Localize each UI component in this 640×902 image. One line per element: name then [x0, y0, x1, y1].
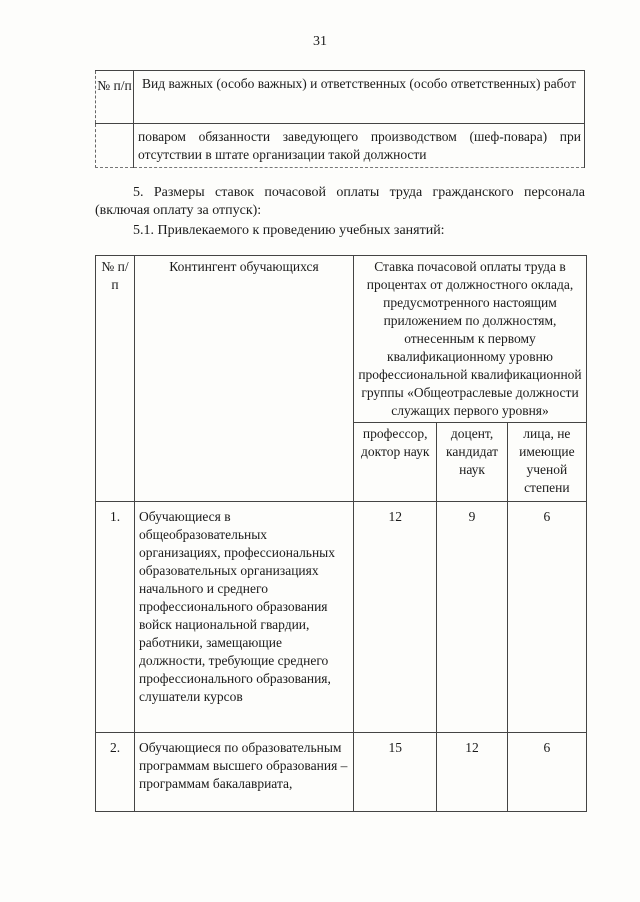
row-number-cell: 1. — [96, 502, 135, 733]
contingent-line: программам бакалавриата, — [139, 776, 293, 791]
header-works-cell: Вид важных (особо важных) и ответственных (особо ответственных) работ — [134, 71, 585, 124]
rate-docent-cell: 9 — [437, 502, 507, 733]
contingent-line: образовательным программам — [139, 740, 342, 773]
contingent-line: образования, слушатели курсов — [139, 671, 331, 704]
contingent-line: Обучающиеся — [139, 509, 221, 524]
rate-no-degree-cell: 6 — [507, 733, 586, 812]
rate-docent-cell: 12 — [437, 733, 507, 812]
header-contingent-cell: Контингент обучающихся — [135, 256, 354, 502]
header-rate-cell: Ставка почасовой оплаты труда в процентах от должностного оклада, предусмотренного настоящим приложением по должностям, отнесенным к первому квалификационному уровню профессиональной квалификационной группы «Общеотраслевые должности служащих первого уровня» — [354, 256, 587, 423]
page-number: 31 — [313, 34, 327, 49]
contingent-line: образовательных организациях — [139, 563, 319, 578]
rate-professor-cell: 12 — [354, 502, 437, 733]
paragraph-5: 5. Размеры ставок почасовой оплаты труда гражданского персонала (включая оплату за отпуск): — [95, 185, 585, 218]
table-row — [96, 733, 587, 812]
contingent-line: профессионального образования — [139, 599, 328, 614]
rates-table — [95, 255, 587, 812]
contingent-line: профессиональных — [223, 545, 336, 560]
contingent-line: высшего образования – — [212, 758, 348, 773]
contingent-line: организациях, — [139, 545, 221, 560]
contingent-line: войск национальной гвардии, — [139, 617, 310, 632]
row-contingent-cell — [135, 502, 354, 733]
rate-professor-cell: 15 — [354, 733, 437, 812]
subheader-professor-cell: профессор, доктор наук — [354, 423, 437, 502]
works-table-header — [96, 71, 585, 124]
paragraph-5-1: 5.1. Привлекаемого к проведению учебных занятий: — [133, 223, 445, 238]
row-contingent-cell — [135, 733, 354, 812]
table-row — [96, 502, 587, 733]
subheader-docent-cell: доцент, кандидат наук — [437, 423, 507, 502]
works-table — [95, 70, 585, 168]
contingent-line: должности, требующие — [139, 653, 275, 668]
header-number-cell: № п/п — [96, 256, 135, 502]
rate-no-degree-cell: 6 — [507, 502, 586, 733]
contingent-line: среднего профессионального — [139, 653, 329, 686]
header-number-cell: № п/п — [96, 71, 134, 124]
contingent-line: Обучающиеся по — [139, 740, 239, 755]
works-table-row — [96, 124, 585, 168]
row-number-cell: 2. — [96, 733, 135, 812]
row-number-cell — [96, 124, 134, 168]
subheader-no-degree-cell: лица, не имеющие ученой степени — [507, 423, 586, 502]
contingent-line: в общеобразовательных — [139, 509, 268, 542]
contingent-line: начального и среднего — [139, 581, 268, 596]
contingent-line: работники, замещающие — [139, 635, 283, 650]
row-text-cell: поваром обязанности заведующего производством (шеф-повара) при отсутствии в штате организации такой должности — [134, 124, 585, 168]
rates-table-header — [96, 256, 587, 423]
